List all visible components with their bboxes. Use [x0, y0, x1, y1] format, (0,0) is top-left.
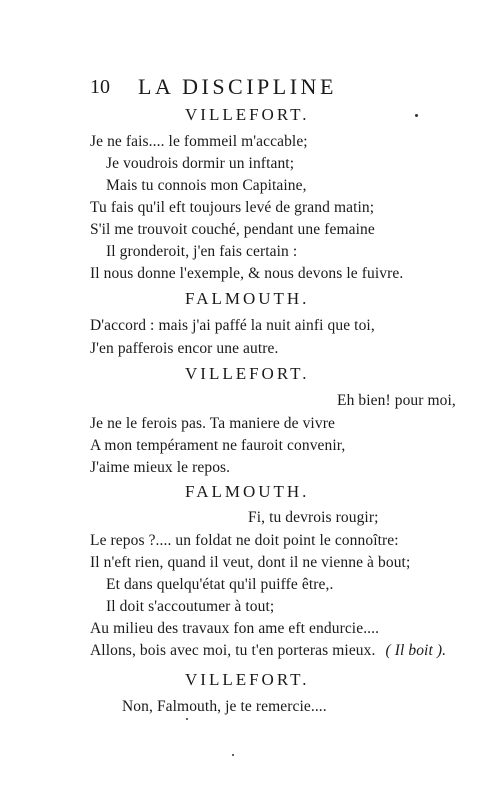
verse-line: A mon tempérament ne fauroit convenir,: [90, 437, 346, 454]
stage-direction: ( Il boit ).: [385, 642, 447, 659]
ink-speck: [186, 718, 188, 720]
page-header: [90, 74, 450, 100]
page-number: 10: [90, 76, 110, 98]
verse-line: Je voudrois dormir un inftant;: [106, 155, 295, 172]
verse-line: Eh bien! pour moi,: [337, 392, 456, 409]
verse-text: Allons, bois avec moi, tu t'en porteras mieux.: [90, 642, 376, 659]
ink-speck: [415, 114, 418, 117]
verse-line-with-direction: [90, 642, 446, 660]
speaker-falmouth: FALMOUTH.: [185, 482, 310, 501]
verse-line: D'accord : mais j'ai paffé la nuit ainfi que toi,: [90, 317, 375, 334]
verse-line: Le repos ?.... un foldat ne doit point le connoître:: [90, 532, 399, 549]
verse-line: Mais tu connois mon Capitaine,: [106, 177, 307, 194]
verse-line: Je ne fais.... le fommeil m'accable;: [90, 133, 308, 150]
verse-line: Tu fais qu'il eft toujours levé de grand matin;: [90, 199, 375, 216]
speaker-villefort: VILLEFORT.: [185, 364, 310, 383]
verse-line: Il n'eft rien, quand il veut, dont il ne vienne à bout;: [90, 554, 411, 571]
speaker-villefort: VILLEFORT.: [185, 670, 310, 689]
running-title: LA DISCIPLINE: [138, 74, 337, 99]
verse-line: Non, Falmouth, je te remercie....: [122, 698, 327, 715]
verse-line: Et dans quelqu'état qu'il puiffe être,.: [106, 576, 334, 593]
verse-line: Il doit s'accoutumer à tout;: [106, 598, 275, 615]
speaker-villefort: VILLEFORT.: [185, 105, 310, 124]
verse-line: J'aime mieux le repos.: [90, 459, 231, 476]
verse-line: J'en pafferois encor une autre.: [90, 340, 279, 357]
verse-line: Au milieu des travaux fon ame eft endurcie....: [90, 620, 380, 637]
speaker-falmouth: FALMOUTH.: [185, 289, 310, 308]
verse-line: Fi, tu devrois rougir;: [248, 509, 379, 526]
verse-line: Je ne le ferois pas. Ta maniere de vivre: [90, 415, 335, 432]
verse-line: Il gronderoit, j'en fais certain :: [106, 243, 298, 260]
ink-speck: [232, 754, 234, 756]
verse-line: Il nous donne l'exemple, & nous devons le fuivre.: [90, 265, 404, 282]
verse-line: S'il me trouvoit couché, pendant une femaine: [90, 221, 375, 238]
